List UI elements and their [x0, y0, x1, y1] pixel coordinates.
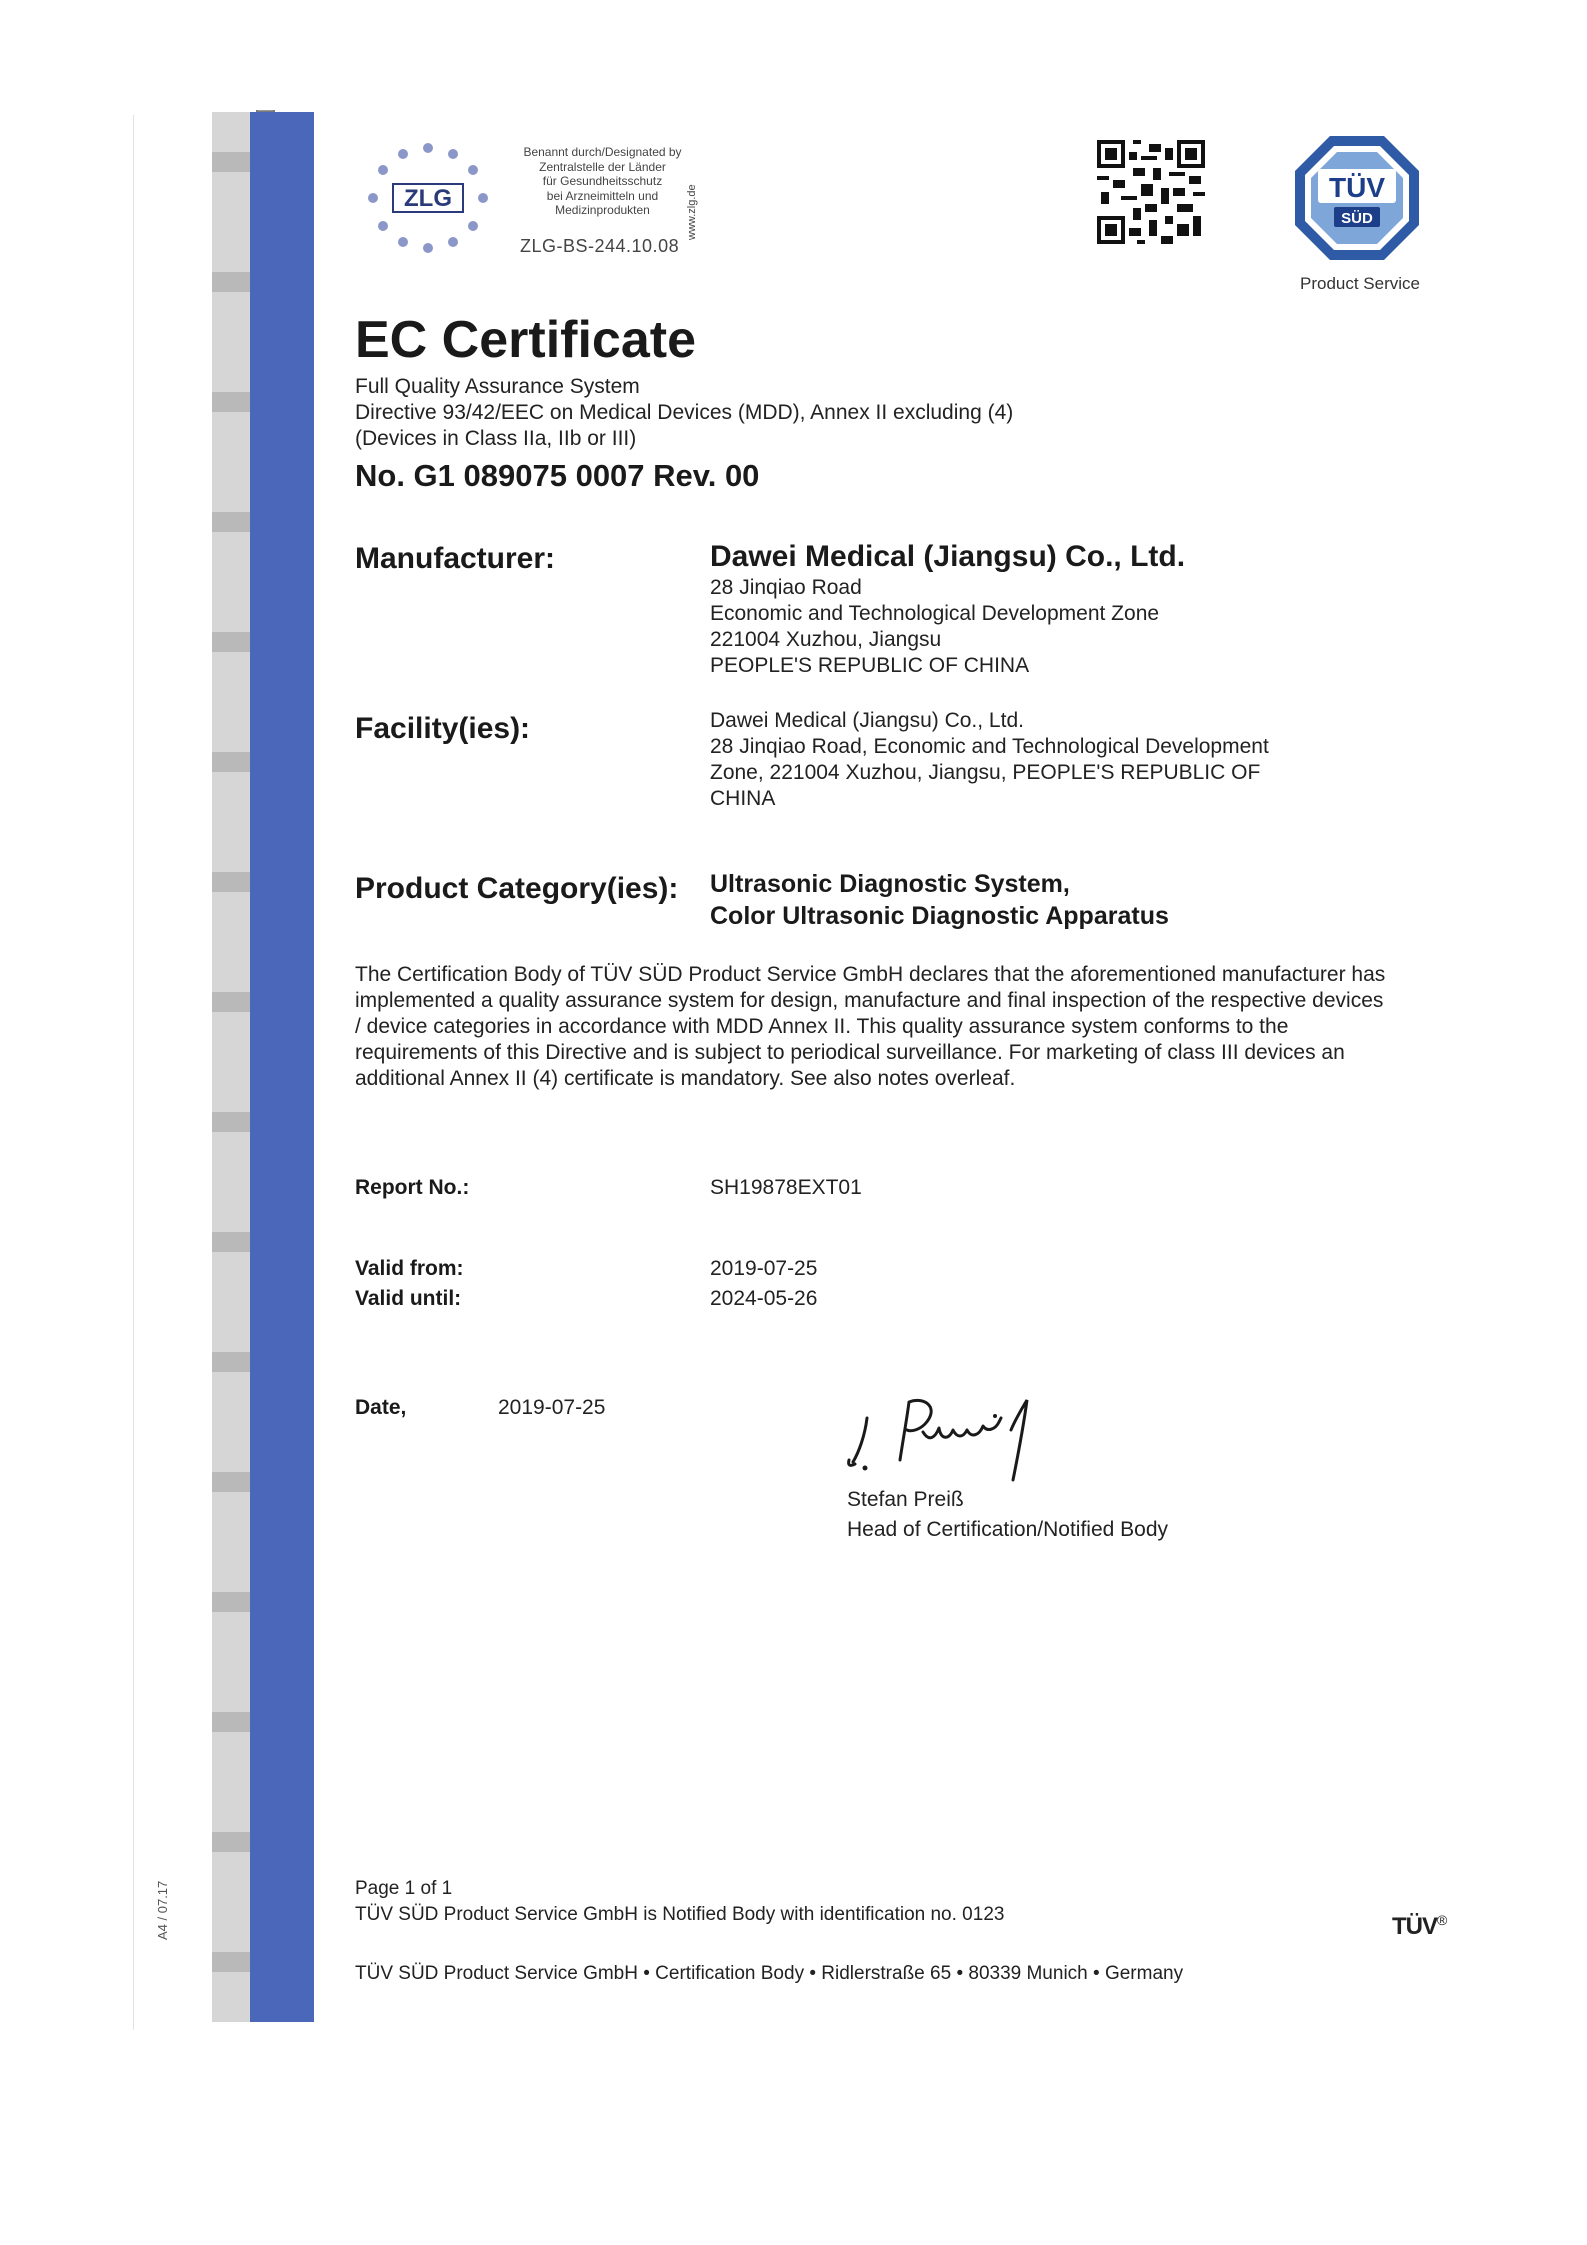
signatory-title: Head of Certification/Notified Body [847, 1518, 1168, 1541]
svg-text:SÜD: SÜD [1341, 210, 1373, 227]
facility-details: Dawei Medical (Jiangsu) Co., Ltd. 28 Jinqiao Road, Economic and Technological Development Zone, 221004 Xuzhou, Jiangsu, PEOPLE'S REPUBLIC OF CHINA [710, 709, 1269, 810]
notified-body-note: TÜV SÜD Product Service GmbH is Notified Body with identification no. 0123 [355, 1904, 1005, 1925]
manufacturer-label: Manufacturer: [355, 542, 556, 575]
page-indicator: Page 1 of 1 [355, 1878, 453, 1899]
zlg-logo [353, 138, 503, 263]
subtitle-line-3: (Devices in Class IIa, IIb or III) [355, 427, 637, 450]
date-label: Date, [355, 1396, 407, 1419]
manufacturer-address: 28 Jinqiao Road Economic and Technological Development Zone 221004 Xuzhou, Jiangsu PEOPLE'S REPUBLIC OF CHINA [710, 576, 1160, 677]
zlg-url: www.zlg.de [686, 184, 698, 240]
tuv-trademark: TÜV® [1392, 1912, 1447, 1940]
signature [845, 1390, 1085, 1490]
tuv-sud-logo [1292, 133, 1422, 263]
qr-code-icon [1097, 140, 1205, 244]
valid-until-value: 2024-05-26 [710, 1287, 818, 1310]
signatory-name: Stefan Preiß [847, 1488, 964, 1511]
valid-until-label: Valid until: [355, 1287, 462, 1310]
product-category-label: Product Category(ies): [355, 872, 679, 905]
zlg-code: ZLG-BS-244.10.08 [520, 236, 680, 256]
svg-text:ZLG: ZLG [404, 185, 452, 212]
report-number-value: SH19878EXT01 [710, 1176, 862, 1199]
side-band-grey [212, 112, 250, 2022]
report-number-label: Report No.: [355, 1176, 470, 1199]
certification-statement: The Certification Body of TÜV SÜD Product Service GmbH declares that the aforementioned manufacturer has implemented a quality assurance system for design, manufacture and final inspection of the respective devices / device categories in accordance with MDD Annex II. This quality assurance system conforms to the requirements of this Directive and is subject to periodical surveillance. For marketing of class III devices an additional Annex II (4) certificate is mandatory. See also notes overleaf. [355, 963, 1386, 1090]
side-band-blue [250, 112, 314, 2022]
page-edge-line [133, 115, 134, 2030]
valid-from-value: 2019-07-25 [710, 1257, 818, 1280]
side-band-blue-text: ZERTIFIKAT ◆ CERTIFICATE ◆ 認證證書 ◆ СЕРТИФИКАТ ◆ CERTIFICADO ◆ CERTIFICAT [322, 184, 364, 2020]
facility-label: Facility(ies): [355, 712, 531, 745]
certificate-number: No. G1 089075 0007 Rev. 00 [355, 458, 760, 493]
valid-from-label: Valid from: [355, 1257, 464, 1280]
subtitle-line-2: Directive 93/42/EEC on Medical Devices (MDD), Annex II excluding (4) [355, 401, 1014, 424]
footer-address: TÜV SÜD Product Service GmbH • Certification Body • Ridlerstraße 65 • 80339 Munich • Germany [355, 1963, 1184, 1984]
date-value: 2019-07-25 [498, 1396, 606, 1419]
tuv-product-service-caption: Product Service [1300, 274, 1420, 293]
certificate-title: EC Certificate [355, 311, 696, 369]
svg-text:TÜV: TÜV [1329, 172, 1385, 203]
product-category-values: Ultrasonic Diagnostic System, Color Ultrasonic Diagnostic Apparatus [710, 870, 1169, 930]
form-code: A4 / 07.17 [155, 1880, 170, 1940]
manufacturer-name: Dawei Medical (Jiangsu) Co., Ltd. [710, 540, 1186, 573]
subtitle-line-1: Full Quality Assurance System [355, 375, 640, 398]
zlg-designation-text: Benannt durch/Designated by Zentralstelle der Länder für Gesundheitsschutz bei Arzneimitteln und Medizinprodukten [523, 145, 682, 217]
